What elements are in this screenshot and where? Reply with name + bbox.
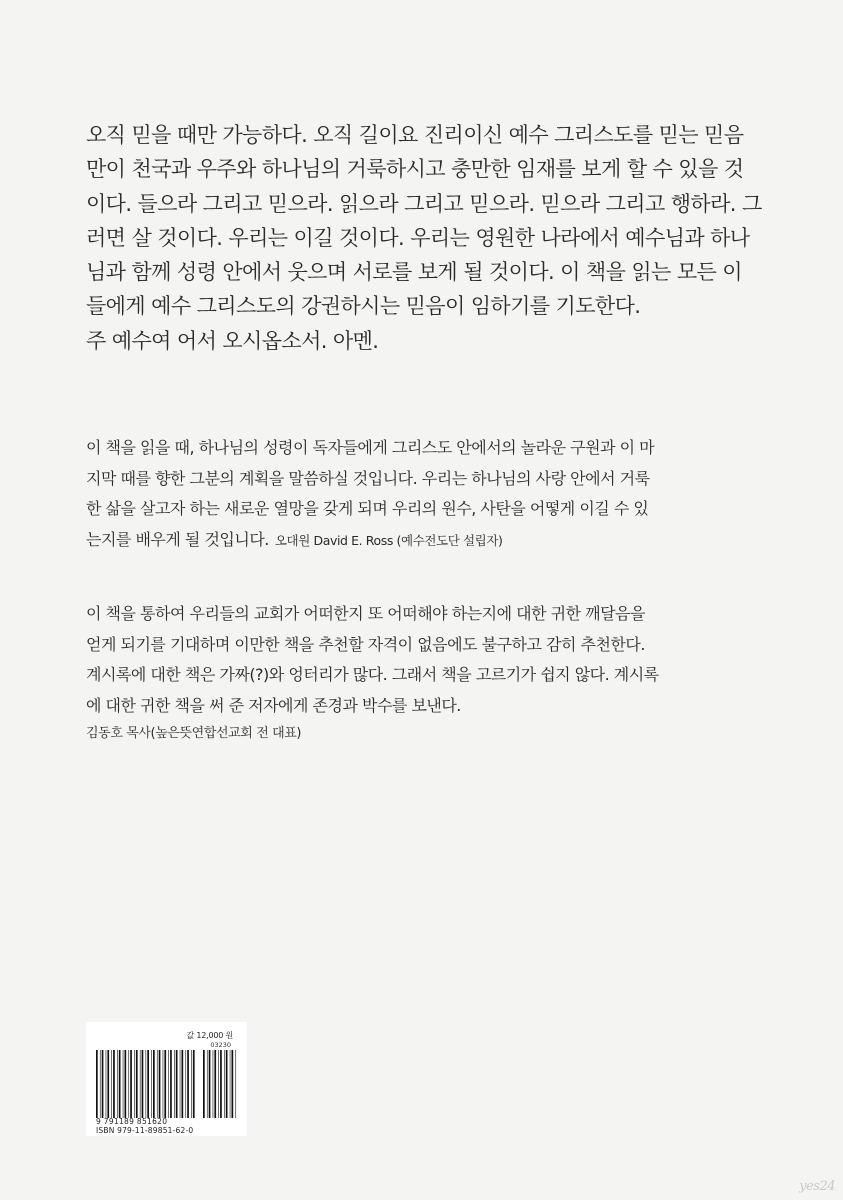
barcode-bar <box>213 1050 214 1118</box>
barcode-bar <box>220 1050 222 1118</box>
barcode-bar <box>218 1050 219 1118</box>
endorsement-paragraph-1 <box>86 118 766 358</box>
barcode-bar <box>224 1050 225 1118</box>
barcode-bar <box>100 1050 101 1118</box>
barcode-bar <box>193 1050 195 1118</box>
text-line: 만이 천국과 우주와 하나님의 거룩하시고 충만한 임재를 보게 할 수 있을 것 <box>86 157 744 182</box>
barcode-bar <box>185 1050 186 1118</box>
barcode-bar <box>170 1050 172 1118</box>
barcode-bar <box>146 1050 147 1118</box>
barcode-bar <box>214 1050 216 1118</box>
barcode-bar <box>191 1050 192 1118</box>
isbn-number: ISBN 979-11-89851-62-0 <box>96 1126 194 1135</box>
ean-number: 9 791189 851620 <box>96 1117 168 1126</box>
barcode-bar <box>153 1050 155 1118</box>
text-line: 들에게 예수 그리스도의 강권하시는 믿음이 임하기를 기도한다. <box>86 294 641 319</box>
barcode-bar <box>106 1050 107 1118</box>
barcode-bar <box>136 1050 138 1118</box>
barcode-bar <box>157 1050 158 1118</box>
barcode-bar <box>230 1050 231 1118</box>
text-line: 러면 살 것이다. 우리는 이길 것이다. 우리는 영원한 나라에서 예수님과 하나 <box>86 225 750 250</box>
text-line: 계시록에 대한 책은 가짜(?)와 엉터리가 많다. 그래서 책을 고르기가 쉽지 않다. 계시록 <box>86 665 659 684</box>
barcode-bar <box>226 1050 228 1118</box>
text-line <box>86 525 766 557</box>
barcode-bar <box>130 1050 132 1118</box>
barcode-bar <box>140 1050 141 1118</box>
barcode-addon-bars <box>203 1050 237 1118</box>
text-line: 이 책을 읽을 때, 하나님의 성령이 독자들에게 그리스도 안에서의 놀라운 구원과 이 마 <box>86 438 655 457</box>
barcode-bar <box>207 1050 208 1118</box>
barcode-bar <box>113 1050 115 1118</box>
barcode-bar <box>187 1050 189 1118</box>
barcode-bar <box>235 1050 236 1118</box>
barcode-bar <box>164 1050 166 1118</box>
text-line: 오직 믿을 때만 가능하다. 오직 길이요 진리이신 예수 그리스도를 믿는 믿음 <box>86 123 744 147</box>
barcode-bar <box>232 1050 234 1118</box>
text-line: 주 예수여 어서 오시옵소서. 아멘. <box>86 328 379 353</box>
barcode-bar <box>96 1050 98 1118</box>
barcode-bar <box>111 1050 112 1118</box>
endorsement-paragraph-2 <box>86 433 766 556</box>
barcode-bar <box>151 1050 152 1118</box>
barcode-bar <box>107 1050 109 1118</box>
text-line: 얻게 되기를 기대하며 이만한 책을 추천할 자격이 없음에도 불구하고 감히 추천한다. <box>86 634 645 654</box>
barcode-bar <box>203 1050 205 1118</box>
barcode-bar <box>182 1050 184 1118</box>
barcode-bar <box>125 1050 127 1118</box>
text-line: 한 삶을 살고자 하는 새로운 열망을 갖게 되며 우리의 원수, 사탄을 어떻게 이길 수 있 <box>86 499 649 518</box>
barcode-bar <box>209 1050 211 1118</box>
isbn-barcode <box>86 1022 247 1136</box>
endorsement-paragraph-3 <box>86 599 766 747</box>
barcode-bar <box>117 1050 118 1118</box>
barcode-bar <box>168 1050 169 1118</box>
addon-code: 03230 <box>210 1041 231 1049</box>
barcode-bar <box>159 1050 161 1118</box>
barcode-bar <box>128 1050 129 1118</box>
barcode-bar <box>147 1050 149 1118</box>
text-line: 지막 때를 향한 그분의 계획을 말씀하실 것입니다. 우리는 하나님의 사랑 안에서 거룩 <box>86 468 650 488</box>
barcode-bar <box>119 1050 121 1118</box>
watermark-logo: yes24 <box>799 1179 835 1194</box>
barcode-bar <box>142 1050 144 1118</box>
text-line: 이 책을 통하여 우리들의 교회가 어떠한지 또 어떠해야 하는지에 대한 귀한 깨달음을 <box>86 604 645 623</box>
text-line-content: 는지를 배우게 될 것입니다. <box>86 529 269 549</box>
endorser-signature: 오대원 David E. Ross (예수전도단 설립자) <box>274 532 503 548</box>
price-label: 값 12,000 원 <box>186 1031 233 1040</box>
text-line: 이다. 들으라 그리고 믿으라. 읽으라 그리고 믿으라. 믿으라 그리고 행하라. 그 <box>86 191 762 216</box>
endorser-signature: 김동호 목사(높은뜻연합선교회 전 대표) <box>86 726 302 741</box>
barcode-bar <box>163 1050 164 1118</box>
barcode-bar <box>123 1050 124 1118</box>
barcode-bar <box>176 1050 178 1118</box>
text-line: 님과 함께 성령 안에서 웃으며 서로를 보게 될 것이다. 이 책을 읽는 모든 이 <box>86 260 742 285</box>
barcode-bar <box>180 1050 181 1118</box>
barcode-bars <box>96 1050 196 1118</box>
barcode-bar <box>102 1050 104 1118</box>
barcode-bar <box>174 1050 175 1118</box>
text-line: 에 대한 귀한 책을 써 준 저자에게 존경과 박수를 보낸다. <box>86 695 461 715</box>
barcode-bar <box>134 1050 135 1118</box>
